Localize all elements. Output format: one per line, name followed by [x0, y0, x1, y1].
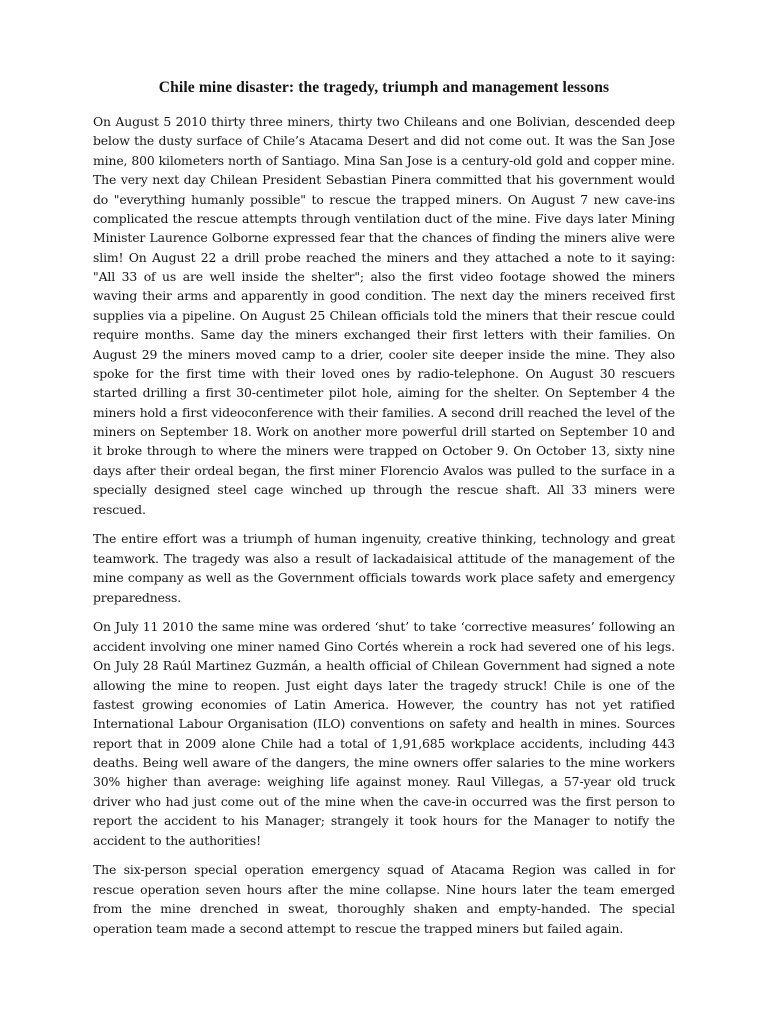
paragraph-timeline: On August 5 2010 thirty three miners, thirty two Chileans and one Bolivian, descended deep below the dusty surface of Chile’s Atacama Desert and did not come out. It was the San Jose mine, 800 kilometers north of Santiago. Mina San Jose is a century-old gold and copper mine. The very next day Chilean President Sebastian Pinera committed that his government would do "everything humanly possible" to rescue the trapped miners. On August 7 new cave-ins complicated the rescue attempts through ventilation duct of the mine. Five days later Mining Minister Laurence Golborne expressed fear that the chances of finding the miners alive were slim! On August 22 a drill probe reached the miners and they attached a note to it saying: "All 33 of us are well inside the shelter"; also the first video footage showed the miners waving their arms and apparently in good condition. The next day the miners received first supplies via a pipeline. On August 25 Chilean officials told the miners that their rescue could require months. Same day the miners exchanged their first letters with their families. On August 29 the miners moved camp to a drier, cooler site deeper inside the mine. They also spoke for the first time with their loved ones by radio-telephone. On August 30 rescuers started drilling a first 30-centimeter pilot hole, aiming for the shelter. On September 4 the miners hold a first videoconference with their families. A second drill reached the level of the miners on September 18. Work on another more powerful drill started on September 10 and it broke through to where the miners were trapped on October 9. On October 13, sixty nine days after their ordeal began, the first miner Florencio Avalos was pulled to the surface in a specially designed steel cage winched up through the rescue shaft. All 33 miners were rescued. — [93, 114, 675, 517]
paragraph-triumph: The entire effort was a triumph of human ingenuity, creative thinking, technology and great teamwork. The tragedy was also a result of lackadaisical attitude of the management of the mine company as well as the Government officials towards work place safety and emergency preparedness. — [93, 531, 675, 605]
paragraph-emergency-squad: The six-person special operation emergency squad of Atacama Region was called in for rescue operation seven hours after the mine collapse. Nine hours later the team emerged from the mine drenched in sweat, thoroughly shaken and empty-handed. The special operation team made a second attempt to rescue the trapped miners but failed again. — [93, 862, 675, 936]
paragraph-background: On July 11 2010 the same mine was ordered ‘shut’ to take ‘corrective measures’ following an accident involving one miner named Gino Cortés wherein a rock had severed one of his legs. On July 28 Raúl Martinez Guzmán, a health official of Chilean Government had signed a note allowing the mine to reopen. Just eight days later the tragedy struck! Chile is one of the fastest growing economies of Latin America. However, the country has not yet ratified International Labour Organisation (ILO) conventions on safety and health in mines. Sources report that in 2009 alone Chile had a total of 1,91,685 workplace accidents, including 443 deaths. Being well aware of the dangers, the mine owners offer salaries to the mine workers 30% higher than average: weighing life against money. Raul Villegas, a 57-year old truck driver who had just come out of the mine when the cave-in occurred was the first person to report the accident to his Manager; strangely it took hours for the Manager to notify the accident to the authorities! — [93, 619, 675, 848]
document-title: Chile mine disaster: the tragedy, triumph and management lessons — [158, 79, 610, 96]
